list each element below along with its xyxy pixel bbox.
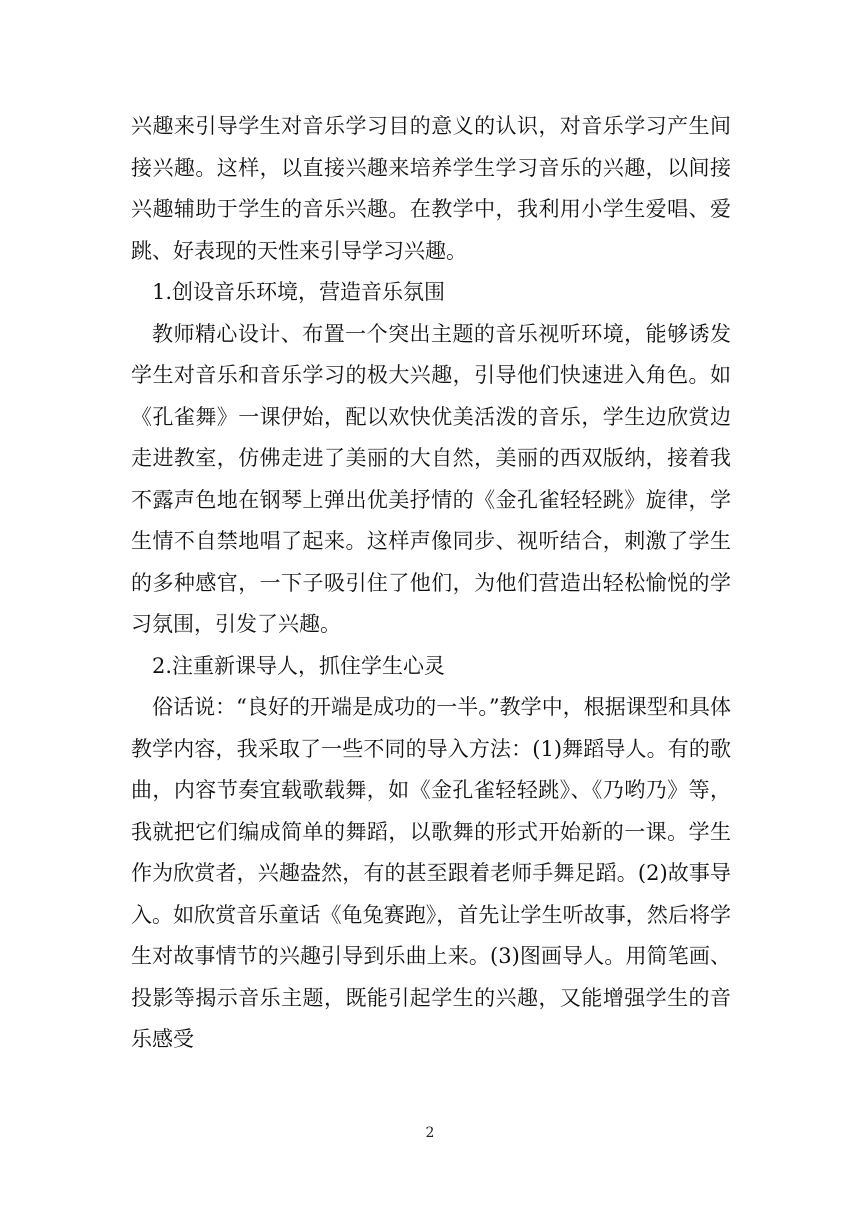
paragraph-intro: 兴趣来引导学生对音乐学习目的意义的认识，对音乐学习产生间接兴趣。这样，以直接兴趣来培养学生学习音乐的兴趣，以间接兴趣辅助于学生的音乐兴趣。在教学中，我利用小学生爱唱、爱跳、好表现的天性来引导学习兴趣。 (131, 114, 731, 263)
document-body (131, 106, 731, 1061)
section-heading-2: 2.注重新课导人，抓住学生心灵 (152, 653, 446, 678)
page-number: 2 (425, 1125, 435, 1141)
section-heading-1: 1.创设音乐环境，营造音乐氛围 (152, 280, 446, 304)
paragraph-introduction-methods: 俗话说：“良好的开端是成功的一半。”教学中，根据课型和具体教学内容，我采取了一些不同的导入方法：(1)舞蹈导人。有的歌曲，内容节奏宜载歌载舞，如《金孔雀轻轻跳》、《乃哟乃》等，我就把它们编成简单的舞蹈，以歌舞的形式开始新的一课。学生作为欣赏者，兴趣盎然，有的甚至跟着老师手舞足蹈。(2)故事导入。如欣赏音乐童话《龟兔赛跑》，首先让学生听故事，然后将学生对故事情节的兴趣引导到乐曲上来。(3)图画导人。用简笔画、投影等揭示音乐主题，既能引起学生的兴趣，又能增强学生的音乐感受 (131, 695, 731, 1051)
paragraph-environment: 教师精心设计、布置一个突出主题的音乐视听环境，能够诱发学生对音乐和音乐学习的极大兴趣，引导他们快速进入角色。如《孔雀舞》一课伊始，配以欢快优美活泼的音乐，学生边欣赏边走进教室，仿佛走进了美丽的大自然，美丽的西双版纳，接着我不露声色地在钢琴上弹出优美抒情的《金孔雀轻轻跳》旋律，学生情不自禁地唱了起来。这样声像同步、视听结合，刺激了学生的多种感官，一下子吸引住了他们，为他们营造出轻松愉悦的学习氛围，引发了兴趣。 (131, 321, 731, 636)
